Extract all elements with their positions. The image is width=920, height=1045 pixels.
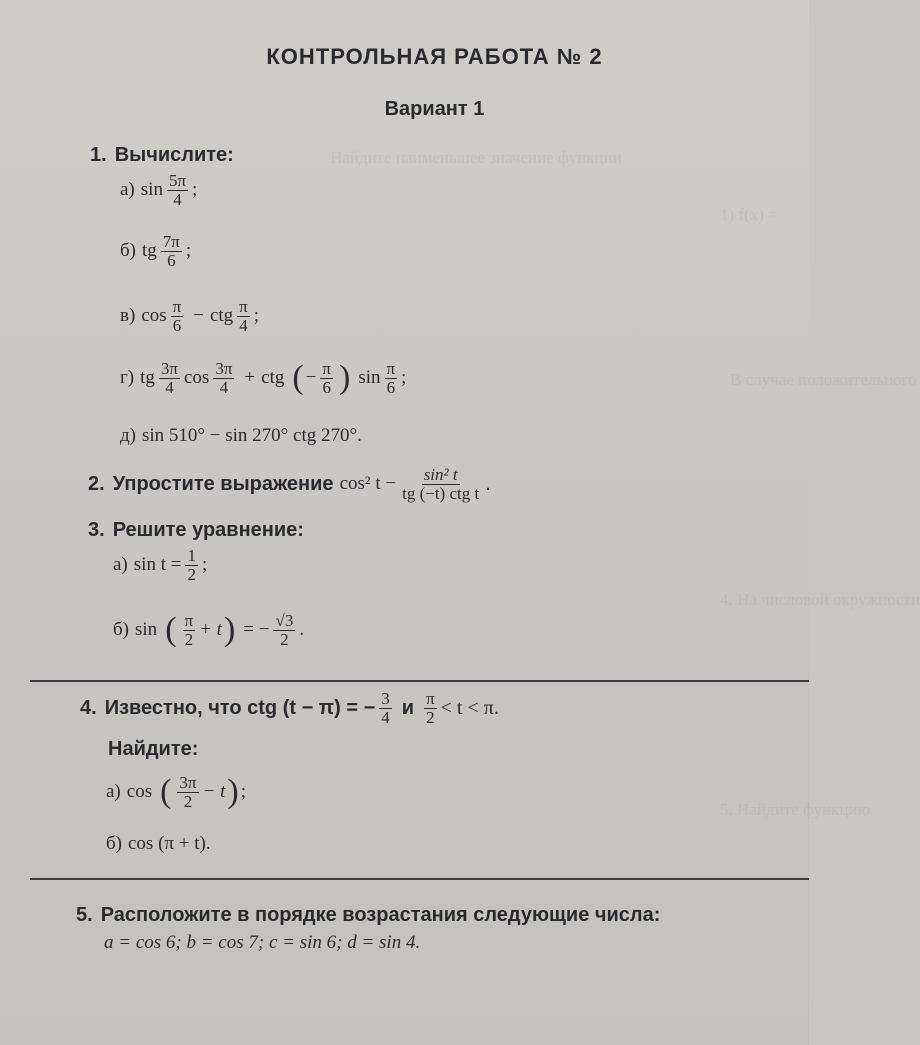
- task-1e: д) sin 510° − sin 270° ctg 270°.: [120, 425, 362, 446]
- task-text: Решите уравнение:: [112, 519, 304, 541]
- task-text: Упростите выражение: [112, 472, 334, 495]
- task-text: Вычислите:: [114, 144, 234, 166]
- fraction: $\frac{3}{4}$: [381, 689, 390, 727]
- variant-heading: Вариант 1: [384, 98, 485, 120]
- fraction: $\frac{\pi}{6}$: [386, 359, 396, 397]
- task-1a: а) sin $\frac{5\pi}{4}$ ;: [120, 171, 198, 209]
- fraction: $\frac{\pi}{2}$: [184, 611, 194, 649]
- task-number: 1.: [90, 144, 107, 166]
- fraction: $\frac{5\pi}{4}$: [168, 171, 187, 209]
- task-text: Расположите в порядке возрастания следующие числа:: [100, 904, 661, 926]
- fraction: $\frac{\pi}{2}$: [426, 689, 435, 727]
- task-5-values: a = cos 6; b = cos 7; c = sin 6; d = sin 4.: [104, 932, 421, 953]
- page-title: КОНТРОЛЬНАЯ РАБОТА № 2: [266, 44, 603, 69]
- fraction: $\frac{\pi}{6}$: [172, 297, 182, 335]
- task-5: 5. Расположите в порядке возрастания следующие числа:: [76, 904, 661, 926]
- document-page: Найдите наименьшее значение функции 1) f(x) = В случае положительного 4. На числовой окружности 5. Найдите функцию КОНТРОЛЬНАЯ РАБОТА № 2 Вариант 1 1. Вычислите: а) sin $\frac{5\pi}{4}$ ; б) tg $\frac{7\pi}{6}$ ; в) cos $\frac{\pi}{6}$ − ctg $\frac{\pi}{4}$ ; г) tg $\frac{3\pi}{4}$ cos $\frac{3\pi}{4}$ + ctg ( − $\frac{\pi}{6}$ ) sin $\frac{\pi}{6}$ ; д) sin 510° − sin 270° ctg 270°. 2. Упростите выражение cos² t − $\frac{\text{sin² t}}{\text{tg (−t) ctg t}}$ . 3. Решите уравнение: а) sin t = $\frac{1}{2}$ ; б) sin ( $\frac{\pi}{2}$ + t ) = − $\frac{√3}{2}$ . 4. Известно, что ctg (t − π) = − $\frac{3}{4}$ и $\frac{\pi}{2}$ < t < π. Найдите: а) cos ( $\frac{3\pi}{2}$ − t ) ; б) cos (π + t). 5. Расположите в порядке возрастания следующие числа: a = cos 6; b = cos 7; c = sin 6; d = sin 4.: [0, 0, 809, 1045]
- fraction: $\frac{\text{sin² t}}{\text{tg (−t) ctg t}}$: [402, 465, 480, 503]
- task-3-heading: 3. Решите уравнение:: [88, 519, 304, 541]
- fraction: $\frac{1}{2}$: [187, 546, 196, 584]
- task-4b: б) cos (π + t).: [106, 833, 211, 854]
- fraction: $\frac{\pi}{4}$: [239, 297, 248, 335]
- task-3b: б) sin ( $\frac{\pi}{2}$ + t ) = − $\frac{√3}{2}$ .: [113, 611, 305, 649]
- task-4a: а) cos ( $\frac{3\pi}{2}$ − t ) ;: [106, 773, 246, 811]
- task-4-find: Найдите:: [108, 738, 199, 760]
- task-1c: в) cos $\frac{\pi}{6}$ − ctg $\frac{\pi}{4}$ ;: [120, 297, 260, 335]
- task-3a: а) sin t = $\frac{1}{2}$ ;: [113, 546, 208, 584]
- task-4: 4. Известно, что ctg (t − π) = − $\frac{3}{4}$ и $\frac{\pi}{2}$ < t < π.: [80, 689, 499, 727]
- task-1-heading: [90, 144, 234, 167]
- fraction: $\frac{7\pi}{6}$: [162, 232, 180, 270]
- task-1b: б) tg $\frac{7\pi}{6}$ ;: [120, 232, 192, 270]
- fraction: $\frac{3\pi}{2}$: [179, 773, 197, 811]
- divider-line: [30, 680, 809, 682]
- fraction: $\frac{3\pi}{4}$: [160, 359, 178, 397]
- task-2: 2. Упростите выражение cos² t − $\frac{\text{sin² t}}{\text{tg (−t) ctg t}}$ .: [88, 465, 491, 503]
- fraction: $\frac{3\pi}{4}$: [215, 359, 233, 397]
- task-1d: г) tg $\frac{3\pi}{4}$ cos $\frac{3\pi}{4}$ + ctg ( − $\frac{\pi}{6}$ ) sin $\frac{\pi}{6}$ ;: [120, 359, 407, 397]
- fraction: $\frac{\pi}{6}$: [322, 359, 331, 397]
- fraction: $\frac{√3}{2}$: [275, 611, 294, 649]
- divider-line: [30, 878, 809, 880]
- task-text: Известно, что ctg (t − π) = −: [104, 696, 376, 719]
